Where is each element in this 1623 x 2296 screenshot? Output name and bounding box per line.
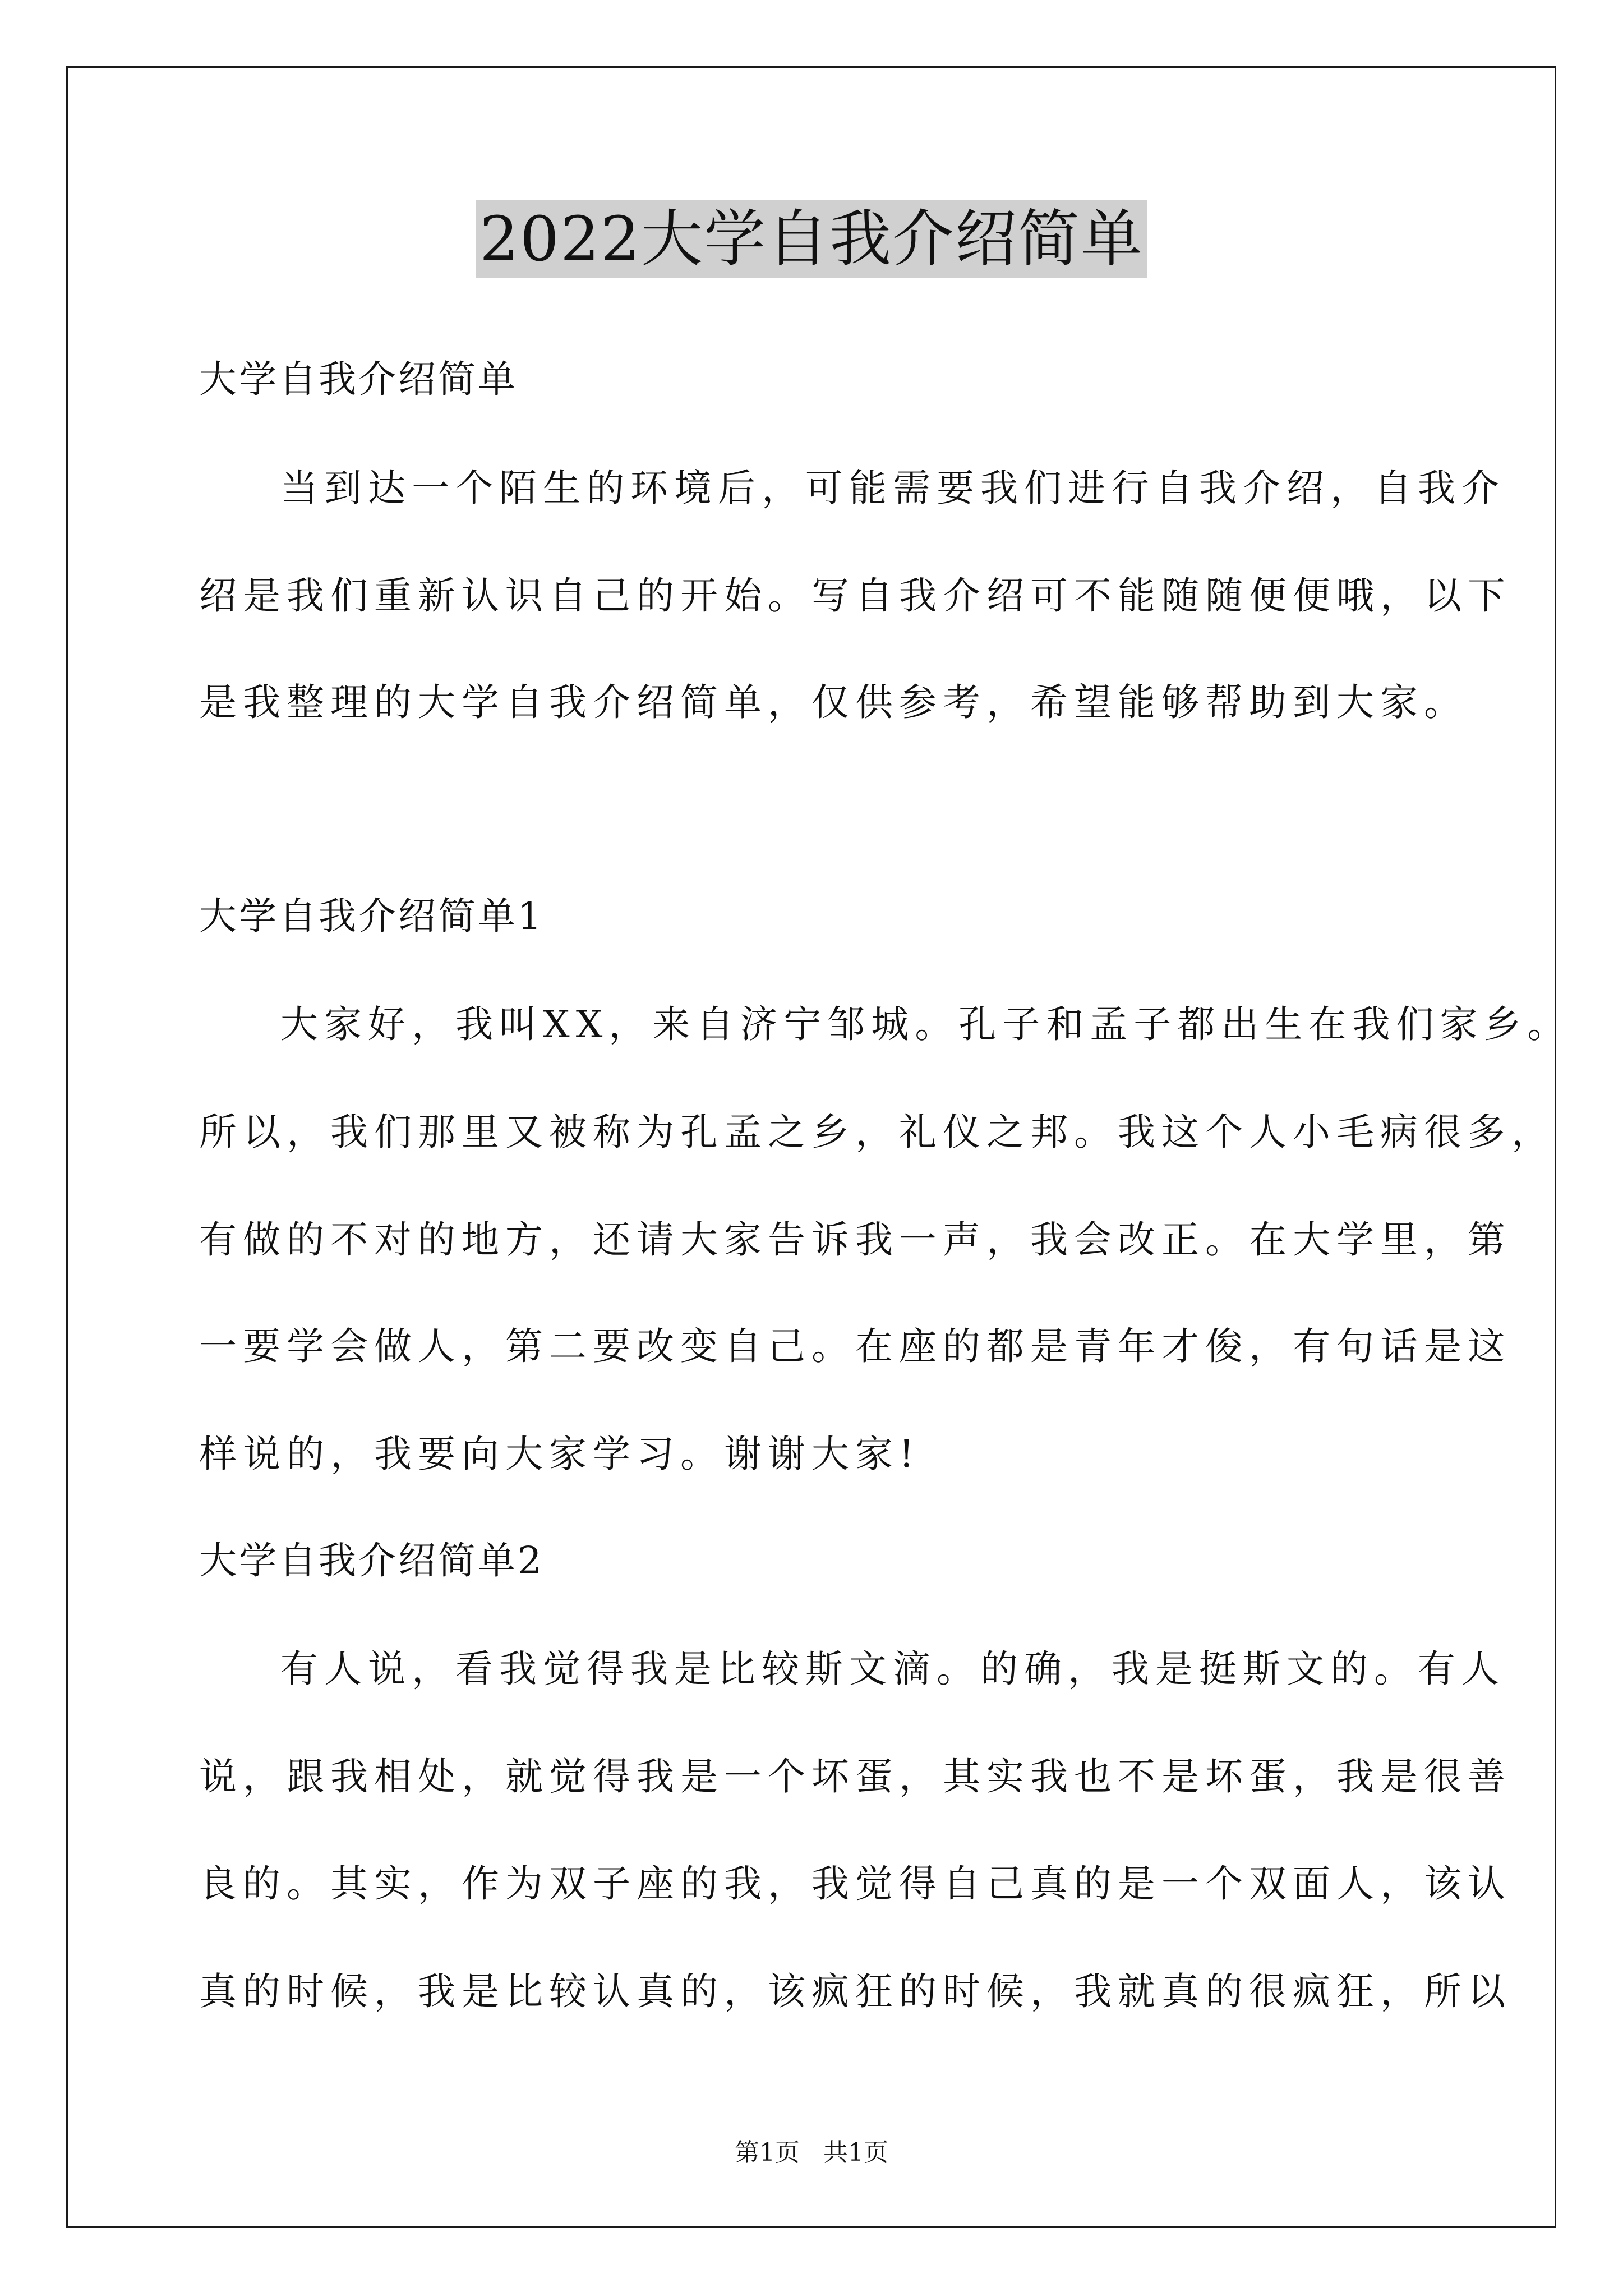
title-container — [0, 200, 1623, 278]
intro-paragraph-line-2: 绍是我们重新认识自己的开始。写自我介绍可不能随随便便哦，以下 — [199, 574, 1511, 618]
section-1-line-5: 样说的，我要向大家学习。谢谢大家! — [199, 1432, 920, 1476]
document-title: 2022大学自我介绍简单 — [476, 200, 1147, 278]
intro-heading: 大学自我介绍简单 — [199, 357, 518, 401]
intro-paragraph-line-1: 当到达一个陌生的环境后，可能需要我们进行自我介绍，自我介 — [280, 466, 1505, 510]
section-2-line-2: 说，跟我相处，就觉得我是一个坏蛋，其实我也不是坏蛋，我是很善 — [199, 1755, 1511, 1798]
page-footer: 第1页 共1页 — [735, 2138, 888, 2167]
section-1-line-1: 大家好，我叫XX，来自济宁邹城。孔子和孟子都出生在我们家乡。 — [280, 1002, 1571, 1046]
section-2-line-3: 良的。其实，作为双子座的我，我觉得自己真的是一个双面人，该认 — [199, 1862, 1511, 1906]
intro-paragraph-line-3: 是我整理的大学自我介绍简单，仅供参考，希望能够帮助到大家。 — [199, 680, 1468, 724]
section-1-line-2: 所以，我们那里又被称为孔孟之乡，礼仪之邦。我这个人小毛病很多， — [199, 1110, 1555, 1154]
section-1-line-3: 有做的不对的地方，还请大家告诉我一声，我会改正。在大学里，第 — [199, 1218, 1511, 1262]
section-2-heading: 大学自我介绍简单2 — [199, 1539, 544, 1582]
section-2-line-1: 有人说，看我觉得我是比较斯文滴。的确，我是挺斯文的。有人 — [280, 1647, 1505, 1691]
section-1-heading: 大学自我介绍简单1 — [199, 894, 544, 938]
section-2-line-4: 真的时候，我是比较认真的，该疯狂的时候，我就真的很疯狂，所以 — [199, 1970, 1511, 2013]
section-1-line-4: 一要学会做人，第二要改变自己。在座的都是青年才俊，有句话是这 — [199, 1324, 1511, 1368]
